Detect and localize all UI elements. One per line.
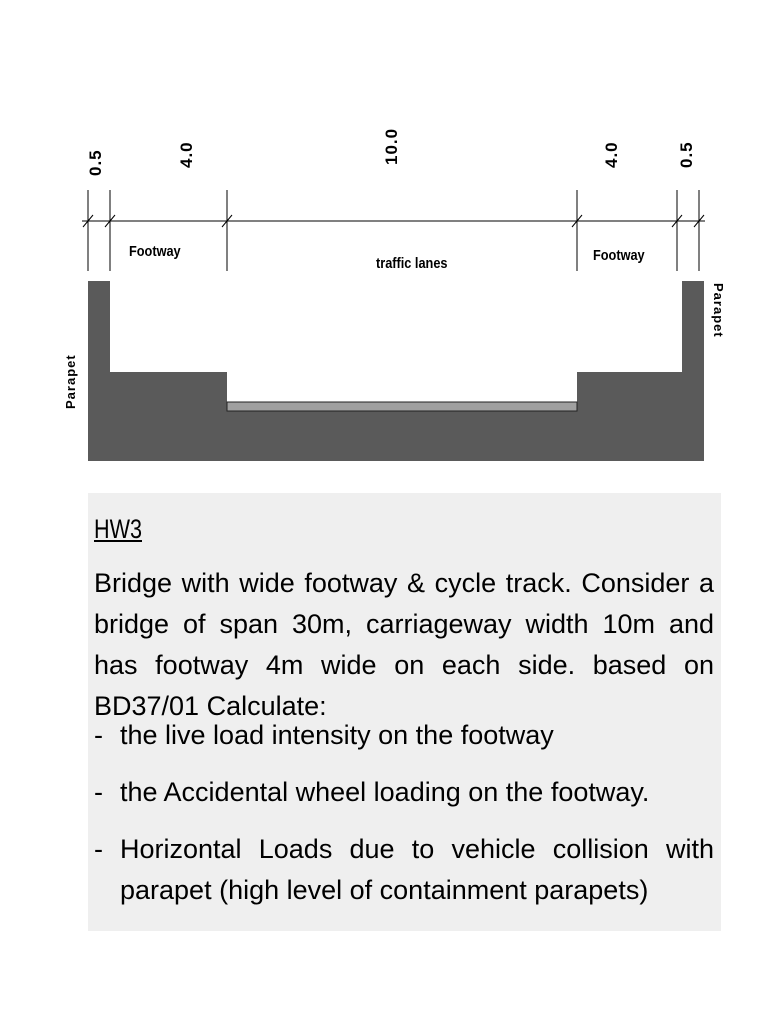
- bullet-dash: -: [94, 720, 103, 750]
- list-item: [94, 829, 714, 911]
- label-traffic-lanes: traffic lanes: [376, 253, 448, 272]
- homework-title: HW3: [94, 514, 142, 544]
- dim-label-parapet-right: 0.5: [677, 141, 696, 168]
- bullet-dash: -: [94, 777, 103, 807]
- homework-task-list: [94, 715, 714, 927]
- bridge-cross-section-diagram: [0, 0, 768, 480]
- label-parapet-left: Parapet: [63, 354, 78, 409]
- label-footway-left: Footway: [129, 241, 181, 260]
- homework-panel: [88, 493, 721, 931]
- road-surfacing: [227, 402, 577, 411]
- task-horizontal-loads: Horizontal Loads due to vehicle collision with parapet (high level of containment parapets): [120, 834, 714, 905]
- task-accidental-wheel: the Accidental wheel loading on the footway.: [120, 777, 650, 807]
- list-item: [94, 715, 714, 756]
- bridge-deck-section: [88, 281, 704, 461]
- label-parapet-right: Parapet: [711, 283, 726, 338]
- dim-label-footway-left: 4.0: [177, 141, 196, 168]
- bullet-dash: -: [94, 834, 103, 864]
- dim-label-carriageway: 10.0: [382, 127, 401, 165]
- dim-label-parapet-left: 0.5: [86, 149, 105, 176]
- dim-label-footway-right: 4.0: [602, 141, 621, 168]
- label-footway-right: Footway: [593, 245, 645, 264]
- homework-intro: Bridge with wide footway & cycle track. Consider a bridge of span 30m, carriageway width 10m and has footway 4m wide on each side. based on BD37/01 Calculate:: [94, 568, 714, 721]
- task-live-load: the live load intensity on the footway: [120, 720, 554, 750]
- list-item: [94, 772, 714, 813]
